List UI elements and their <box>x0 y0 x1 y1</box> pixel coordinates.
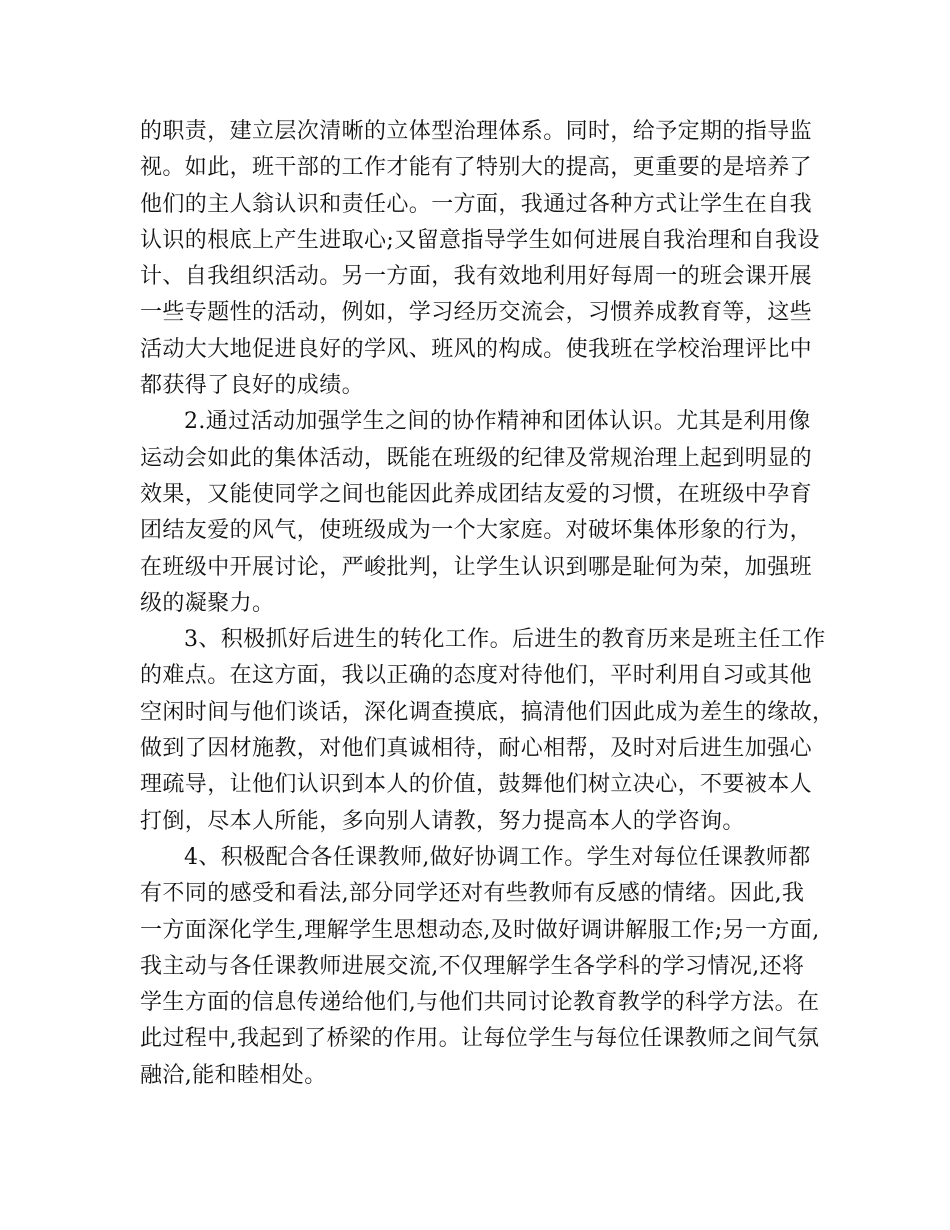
paragraph-line: 打倒，尽本人所能，多向别人请教，努力提高本人的学咨询。 <box>140 808 745 834</box>
paragraph-line: 学生方面的信息传递给他们,与他们共同讨论教育教学的科学方法。在 <box>140 990 820 1016</box>
paragraph-line: 2.通过活动加强学生之间的协作精神和团体认识。尤其是利用像 <box>184 409 811 435</box>
paragraph-line: 的职责，建立层次清晰的立体型治理体系。同时，给予定期的指导监 <box>140 119 813 144</box>
paragraph-2 <box>140 404 812 622</box>
paragraph-line: 的难点。在这方面，我以正确的态度对待他们，平时利用自习或其他 <box>140 663 813 689</box>
paragraph-line: 运动会如此的集体活动，既能在班级的纪律及常规治理上起到明显的 <box>140 445 813 471</box>
paragraph-line: 3、积极抓好后进生的转化工作。后进生的教育历来是班主任工作 <box>184 627 826 653</box>
paragraph-line: 活动大大地促进良好的学风、班风的构成。使我班在学校治理评比中 <box>140 336 813 362</box>
paragraph-4 <box>140 840 820 1094</box>
paragraph-line: 我主动与各任课教师进展交流,不仅理解学生各学科的学习情况,还将 <box>140 953 805 979</box>
paragraph-line: 他们的主人翁认识和责任心。一方面，我通过各种方式让学生在自我 <box>140 191 813 217</box>
paragraph-line: 在班级中开展讨论，严峻批判，让学生认识到哪是耻何为荣，加强班 <box>140 554 813 580</box>
paragraph-line: 级的凝聚力。 <box>140 590 275 616</box>
paragraph-line: 做到了因材施教，对他们真诚相待，耐心相帮，及时对后进生加强心 <box>140 736 813 762</box>
paragraph-line: 一方面深化学生,理解学生思想动态,及时做好调讲解服工作;另一方面, <box>140 917 820 943</box>
paragraph-line: 4、积极配合各任课教师,做好协调工作。学生对每位任课教师都 <box>184 844 811 870</box>
paragraph-3 <box>140 622 835 840</box>
paragraph-line: 效果，又能使同学之间也能因此养成团结友爱的习惯，在班级中孕育 <box>140 481 813 507</box>
paragraph-line: 视。如此，班干部的工作才能有了特别大的提高，更重要的是培养了 <box>140 155 813 181</box>
paragraph-line: 都获得了良好的成绩。 <box>140 373 365 399</box>
paragraph-line: 融洽,能和睦相处。 <box>140 1062 327 1088</box>
paragraph-line: 有不同的感受和看法,部分同学还对有些教师有反感的情绪。因此,我 <box>140 881 805 907</box>
paragraph-line: 此过程中,我起到了桥梁的作用。让每位学生与每位任课教师之间气氛 <box>140 1026 820 1052</box>
paragraph-line: 一些专题性的活动，例如，学习经历交流会，习惯养成教育等，这些 <box>140 300 813 326</box>
document-body <box>140 114 835 1094</box>
paragraph-line: 计、自我组织活动。另一方面，我有效地利用好每周一的班会课开展 <box>140 264 813 290</box>
paragraph-line: 空闲时间与他们谈话，深化调查摸底，搞清他们因此成为差生的缘故， <box>140 699 835 725</box>
paragraph-line: 理疏导，让他们认识到本人的价值，鼓舞他们树立决心，不要被本人 <box>140 772 813 798</box>
paragraph-1 <box>140 114 820 404</box>
paragraph-line: 认识的根底上产生进取心;又留意指导学生如何进展自我治理和自我设 <box>140 227 820 253</box>
paragraph-line: 团结友爱的风气，使班级成为一个大家庭。对破坏集体形象的行为， <box>140 518 813 544</box>
